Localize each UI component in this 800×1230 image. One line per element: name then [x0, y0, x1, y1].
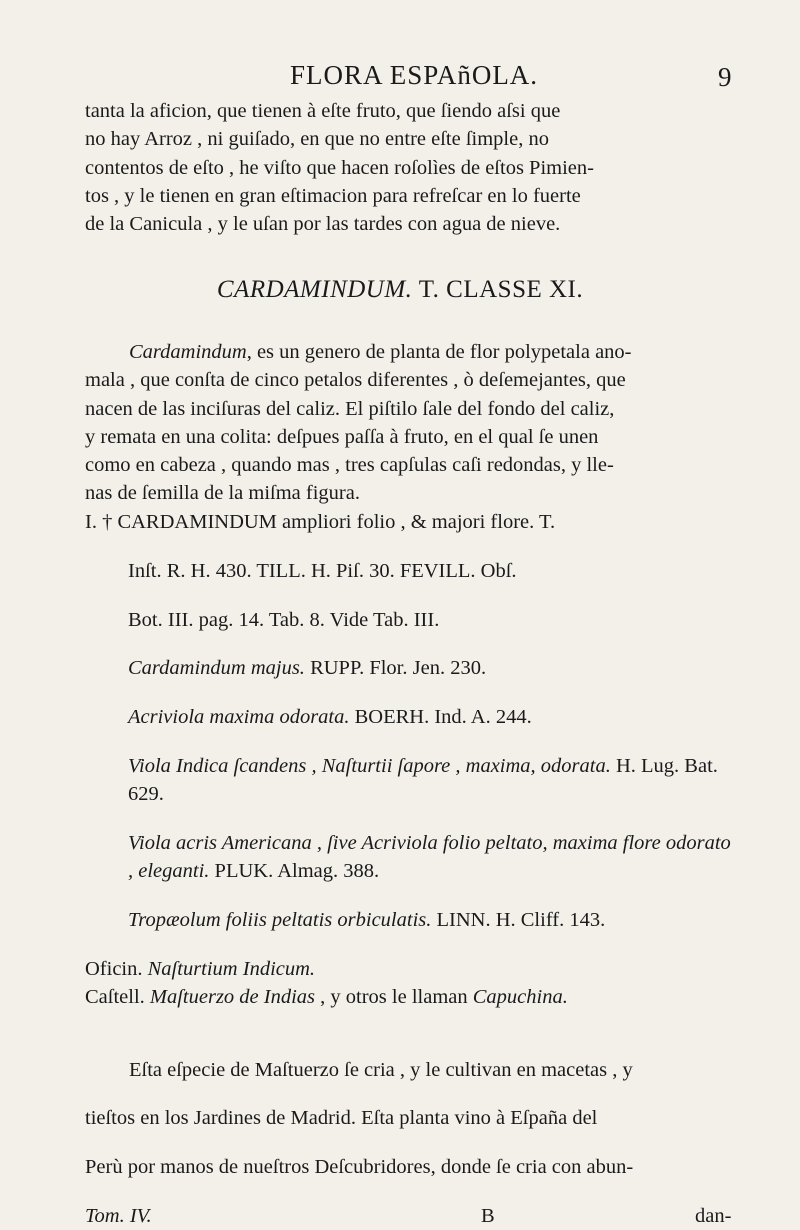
- text-line: tos , y le tienen en gran eſtimacion para refreſcar en lo fuerte: [85, 184, 581, 207]
- text-line: y remata en una colita: deſpues paſſa à fruto, en el qual ſe unen: [85, 425, 599, 448]
- section-heading: [0, 276, 800, 304]
- text-line: mala , que conſta de cinco petalos diferentes , ò deſemejantes, que: [85, 369, 626, 392]
- species-entry: [85, 508, 741, 1012]
- entry-body: [128, 557, 741, 935]
- castell-label: Caſtell.: [85, 986, 150, 1009]
- oficin-line: [85, 955, 741, 983]
- entry-number: I. †: [85, 511, 113, 533]
- synonym: [128, 906, 741, 934]
- oficin-name: Naſturtium Indicum.: [147, 957, 316, 980]
- running-title: FLORA ESPAñOLA.: [290, 60, 539, 90]
- synonym-source: RUPP. Flor. Jen. 230.: [304, 657, 487, 680]
- genus-title: CARDAMINDUM.: [216, 276, 413, 303]
- synonym-source: PLUK. Almag. 388.: [209, 860, 380, 883]
- text-line: tieſtos en los Jardines de Madrid. Eſta planta vino à Eſpaña del: [85, 1107, 598, 1130]
- genus-name: Cardamindum: [129, 341, 247, 363]
- text-line: nas de ſemilla de la miſma figura.: [85, 482, 360, 505]
- synonym-name: Acriviola maxima odorata.: [128, 706, 350, 729]
- catchword: dan-: [695, 1204, 732, 1227]
- genus-description: [85, 338, 741, 508]
- reference-line: Bot. III. pag. 14. Tab. 8. Vide Tab. III.: [128, 608, 440, 631]
- text-line: no hay Arroz , ni guiſado, en que no entre eſte ſimple, no: [85, 128, 549, 151]
- synonym-source: BOERH. Ind. A. 244.: [349, 706, 532, 729]
- synonym-name: Viola Indica ſcandens , Naſturtii ſapore , maxima, odorata.: [128, 754, 611, 777]
- synonym: [128, 654, 741, 682]
- entry-heading: [85, 508, 741, 536]
- running-head: [0, 60, 800, 94]
- volume-label: Tom. IV.: [85, 1204, 152, 1227]
- synonym-source: LINN. H. Cliff. 143.: [431, 909, 606, 932]
- closing-paragraph: [85, 1035, 741, 1230]
- castell-text: , y otros le llaman: [315, 986, 473, 1009]
- synonym: [128, 752, 741, 809]
- page-footer: [85, 1202, 741, 1230]
- synonym-name: Cardamindum majus.: [128, 657, 305, 680]
- castell-alt-name: Capuchina.: [472, 986, 568, 1009]
- synonym: [128, 829, 741, 886]
- text-line: [85, 338, 741, 366]
- text-line: de la Canicula , y le uſan por las tardes con agua de nieve.: [85, 213, 561, 236]
- reference-line: Inſt. R. H. 430. TILL. H. Piſ. 30. FEVILL. Obſ.: [128, 559, 517, 582]
- class-label: T. CLASSE XI.: [418, 276, 584, 303]
- synonym-name: Viola acris Americana , ſive Acriviola folio peltato, maxima flore odorato , eleganti.: [128, 832, 731, 883]
- text-fragment: , es un genero de planta de flor polypetala ano-: [246, 341, 632, 363]
- signature-mark: B: [481, 1204, 495, 1227]
- synonym-source: H. Lug. Bat. 629.: [128, 754, 718, 806]
- page-number: 9: [718, 62, 732, 92]
- castell-name: Maſtuerzo de Indias: [149, 986, 316, 1009]
- text-line: Eſta eſpecie de Maſtuerzo ſe cria , y le cultivan en macetas , y: [129, 1058, 633, 1081]
- synonym-name: Tropæolum foliis peltatis orbiculatis.: [128, 909, 432, 932]
- entry-name: CARDAMINDUM ampliori folio , & majori flore. T.: [117, 511, 556, 533]
- text-line: contentos de eſto , he viſto que hacen roſolìes de eſtos Pimien-: [85, 156, 594, 179]
- paragraph-intro: [85, 97, 741, 238]
- text-line: Perù por manos de nueſtros Deſcubridores, donde ſe cria con abun-: [85, 1156, 634, 1179]
- synonym: [128, 703, 741, 731]
- text-line: tanta la aficion, que tienen à eſte fruto, que ſiendo aſsi que: [85, 100, 561, 122]
- castell-line: [85, 983, 741, 1011]
- oficin-label: Oficin.: [85, 957, 148, 980]
- text-line: como en cabeza , quando mas , tres capſulas caſi redondas, y lle-: [85, 454, 614, 477]
- text-line: nacen de las inciſuras del caliz. El piſtilo ſale del fondo del caliz,: [85, 397, 615, 420]
